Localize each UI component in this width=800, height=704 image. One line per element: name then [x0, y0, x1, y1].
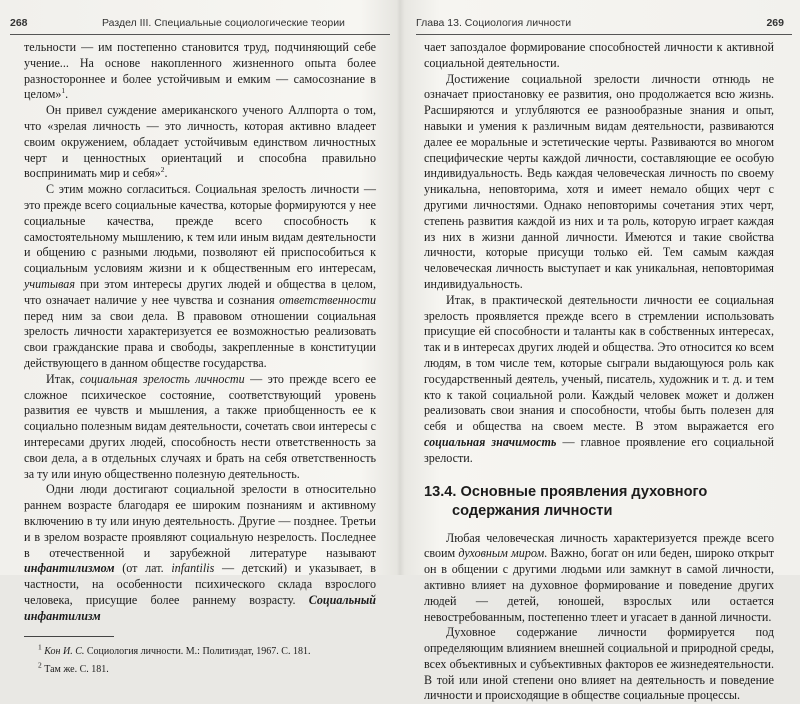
- emphasis-text: социальная зрелость личности: [79, 371, 245, 386]
- right-header-rule: [416, 34, 792, 35]
- footnote: [24, 661, 376, 679]
- text-run: перед ним за свои дела. В правовом отношении социальная зрелость личности характеризуется ее возможностью реализовать свои гражданские права и свободы, закрепленные в конституции действующего в данном обществе государства.: [24, 308, 376, 370]
- left-page-number: 268: [10, 17, 28, 29]
- footnote-ref: 2: [160, 165, 165, 175]
- emphasis-text: духовным миром: [458, 546, 545, 561]
- text-run: .: [65, 87, 69, 102]
- footnote: [24, 643, 376, 661]
- text-run: Одни люди достигают социальной зрелости в относительно раннем возрасте благодаря ее широким познаниям и активному включению в ту или иную деятельность. Другие — позднее. Третьи и в зрелом возрасте проявляют социальную незрелость. Последнее в отечественной и зарубежной литературе называют: [24, 482, 376, 560]
- text-run: . Важно, богат он или беден, широко открыт он в общении с другими людьми или замкнут в самой личности, активно влияет на духовное формирование и поведение других людей — детей, юношей, взрослых или остается невостребованным, постепенно тлеет и угасает в данной личности.: [424, 546, 774, 624]
- section-heading: 13.4. Основные проявления духовного содержания личности: [424, 483, 708, 519]
- paragraph: [424, 40, 774, 72]
- paragraph: [424, 625, 774, 704]
- emphasis-text: социальная значимость: [424, 434, 557, 449]
- footnotes: [24, 643, 376, 679]
- paragraph: [24, 482, 376, 624]
- emphasis-text: infantilis: [171, 561, 215, 576]
- paragraph: [424, 293, 774, 467]
- right-paragraphs-before: [424, 40, 774, 467]
- paragraph: [24, 372, 376, 483]
- right-header-title: Глава 13. Социология личности: [416, 17, 572, 29]
- emphasis-text: Социальный инфантилизм: [24, 592, 376, 623]
- right-page-number: 269: [766, 17, 784, 29]
- footnote-ref: 1: [61, 86, 66, 96]
- text-run: Итак, в практической деятельности личности ее социальная зрелость проявляется прежде всего в стремлении использовать присущие ей способности и таланты как в собственных интересах, так и в интересах других людей и общества. Это относится ко всем людям, в том числе тем, которые сыграли выдающуюся роль как государственный деятель, ученый, писатель, художник и т. д. и тем кто к такой социальной роли. Каждый человек может и должен реализовать свои знания и способности, чтобы быть полезен для себя и общества на своем месте. В этом выражается его: [424, 292, 774, 434]
- emphasis-text: инфантилизмом: [24, 561, 115, 576]
- text-run: Социология личности. М.: Политиздат, 1967. С. 181.: [84, 646, 311, 658]
- paragraph: [424, 531, 774, 626]
- text-run: Любая человеческая личность характеризуется прежде всего своим: [424, 530, 774, 561]
- text-run: Он привел суждение американского ученого Аллпорта о том, что «зрелая личность — это личность, которая активно владеет своим окружением, обладает устойчивым единством личностных черт и ценностных ориентаций и способна правильно воспринимать мир и себя»: [24, 103, 376, 181]
- paragraph: [24, 103, 376, 182]
- footnote-ref: 2: [38, 661, 42, 671]
- emphasis-text: ответственности: [279, 292, 376, 307]
- paragraph: [424, 72, 774, 293]
- text-run: — главное проявление его социальной зрелости.: [424, 434, 774, 465]
- text-run: Духовное содержание личности формируется под определяющим влиянием внешней социальной и природной среды, всех объективных и субъективных факторов ее жизнедеятельности. В той или иной степени оно влияет на деятельность и поведение личности и происходящие в обществе социальные процессы.: [424, 625, 774, 703]
- text-run: (от лат.: [114, 561, 172, 576]
- left-running-header: [10, 14, 388, 32]
- paragraph: [24, 182, 376, 372]
- paragraph: [24, 40, 376, 103]
- text-run: Там же. С. 181.: [41, 664, 109, 676]
- text-run: тельности — им постепенно становится труд, подчиняющий себе учение... На основе накопленного жизненного опыта более разностороннее и более устойчивым и емким — самосознание в целом»: [24, 40, 376, 102]
- footnote-rule: [24, 636, 114, 637]
- text-run: — это прежде всего ее сложное психическое состояние, соответствующий уровень развития ее чувств и мышления, а также приобщенность ее к социально полезным видам деятельности, сочетать свои интересы с интересами других людей, способность нести ответственность за свои дела, а в отдельных случаях и брать на себя ответственность за ту или иную общественно полезную деятельность.: [24, 371, 376, 481]
- text-run: С этим можно согласиться. Социальная зрелость личности — это прежде всего социальные качества, которые формируются у нее социальные качества, прежде всего способность к самостоятельному мышлению, к тем или иным видам деятельности и общению с разными людьми, позволяют ей приспособиться к социальным условиям жизни и к общественным его интересам,: [24, 182, 376, 276]
- left-paragraphs: [24, 40, 376, 624]
- left-header-title: Раздел III. Специальные социологические теории: [102, 17, 345, 29]
- text-run: чает запоздалое формирование способностей личности к активной социальной деятельности.: [424, 40, 774, 70]
- left-body-text: [24, 40, 376, 679]
- left-page: [0, 0, 400, 676]
- emphasis-text: учитывая: [24, 276, 75, 291]
- emphasis-text: Кон И. С.: [44, 646, 85, 658]
- footnote-ref: 1: [38, 643, 42, 653]
- text-run: .: [164, 166, 168, 181]
- text-run: Итак,: [46, 371, 80, 386]
- right-running-header: [416, 14, 792, 32]
- text-run: — детский) и указывает, в частности, на особенности психического склада взрослого человека, присущие более раннему возрасту.: [24, 561, 376, 607]
- right-paragraphs-after: [424, 531, 774, 704]
- text-run: Достижение социальной зрелости личности отнюдь не означает приостановку ее развития, оно продолжается всю жизнь. Расширяются и углубляются ее разнообразные знания и опыт, навыки и умения к различным видам деятельности, развиваются далее ее моральные и эстетические черты. Развиваются во многом специфические черты каждой личности, составляющие ее особую индивидуальность. Ведь каждая человеческая личность по своему уникальна, неповторима, хотя и имеет немало общих черт с другими личностями. Однако неповторимы сочетания этих черт, степень развития каждой из них и та роль, которую играет каждая из них в жизни данной личности. Имеются и такие свойства личности, которые присущи только ей. Тем самым каждая человеческая личность выступает и как уникальная, неповторимая индивидуальность.: [424, 71, 774, 291]
- text-run: при этом интересы других людей и общества в целом, что означает наличие у нее чувства и сознания: [24, 276, 376, 307]
- right-body-text: [424, 40, 774, 704]
- left-header-rule: [10, 34, 390, 35]
- right-page: [400, 0, 800, 703]
